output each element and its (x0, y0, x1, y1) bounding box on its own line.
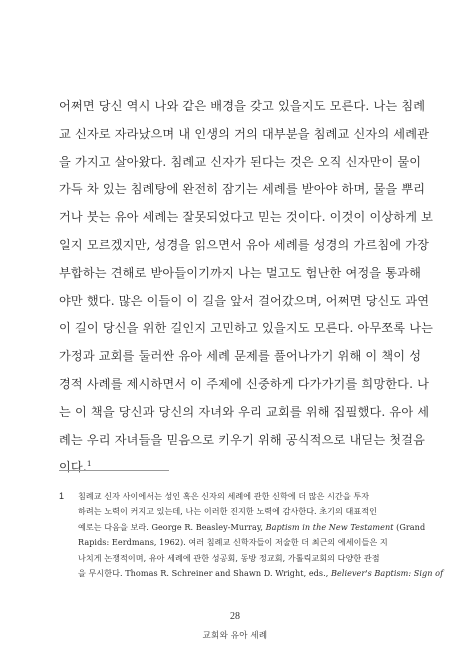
body-line: 는 이 책을 당신과 당신의 자녀와 우리 교회를 위해 집필했다. 유아 세 (59, 404, 430, 419)
body-line: 일지 모르겠지만, 성경을 읽으면서 유아 세례를 성경의 가르침에 가장 (59, 237, 430, 252)
body-line: 례는 우리 자녀들을 믿음으로 키우기 위해 공식적으로 내딛는 첫걸음 (59, 432, 426, 447)
body-line: 이 길이 당신을 위한 길인지 고민하고 있을지도 모른다. 아무쪼록 나는 (59, 321, 434, 336)
footnote-line (78, 520, 426, 535)
footnote-line (78, 566, 444, 581)
body-line: 거나 붓는 유아 세례는 잘못되었다고 믿는 것이다. 이것이 이상하게 보 (59, 210, 434, 225)
body-line: 부합하는 견해로 받아들이기까지 나는 멀고도 험난한 여정을 통과해 (59, 265, 422, 280)
footnote-reference[interactable]: 1 (86, 459, 92, 469)
body-line: 을 가지고 살아왔다. 침례교 신자가 된다는 것은 오직 신자만이 물이 (59, 154, 422, 169)
footnote-line: Rapids: Eerdmans, 1962). 여러 침례교 신학자들이 저술한 더 최근의 에세이들은 지 (78, 537, 388, 548)
body-line: 어쩌면 당신 역시 나와 같은 배경을 갖고 있을지도 모른다. 나는 침례 (59, 99, 426, 113)
footnote-line-text: 예로는 다음을 보라. George R. Beasley-Murray, (78, 521, 266, 532)
body-line: 경적 사례를 제시하면서 이 주제에 신중하게 다가가기를 희망한다. 나 (59, 376, 430, 391)
footnote-line: 침례교 신자 사이에서는 성인 혹은 신자의 세례에 관한 신학에 더 많은 시간을 투자 (78, 491, 370, 501)
footnote-number: 1 (59, 491, 65, 501)
body-line: 가정과 교회를 둘러싼 유아 세례 문제를 풀어나가기 위해 이 책이 성 (59, 349, 422, 364)
body-paragraph (59, 93, 434, 482)
footnote-line-text: 을 무시한다. Thomas R. Schreiner and Shawn D. Wright, eds., (78, 567, 331, 578)
page-number: 28 (230, 611, 240, 622)
body-line: 야만 했다. 많은 이들이 이 길을 앞서 걸어갔으며, 어쩌면 당신도 과연 (59, 293, 430, 308)
body-line-last (59, 454, 411, 482)
book-title-italic: Baptism in the New Testament (265, 521, 394, 532)
footnote-line-text: (Grand (393, 521, 426, 532)
book-title-italic: Believer's Baptism: Sign of (330, 567, 444, 578)
footnote-line: 하려는 노력이 커지고 있는데, 나는 이러한 진지한 노력에 감사한다. 초기의 대표적인 (78, 506, 378, 517)
running-footer-title: 교회와 유아 세례 (202, 630, 268, 640)
footnote-divider (59, 470, 169, 471)
body-line: 가득 차 있는 침례탕에 완전히 잠기는 세례를 받아야 하며, 물을 뿌리 (59, 182, 426, 197)
footnote-line: 나치게 논쟁적이며, 유아 세례에 관한 성공회, 동방 정교회, 가톨릭교회의 다양한 관점 (78, 552, 380, 563)
body-line: 교 신자로 자라났으며 내 인생의 거의 대부분을 침례교 신자의 세례관 (59, 126, 430, 141)
footnote-text (78, 489, 444, 581)
body-line-text: 이다. (59, 460, 87, 475)
